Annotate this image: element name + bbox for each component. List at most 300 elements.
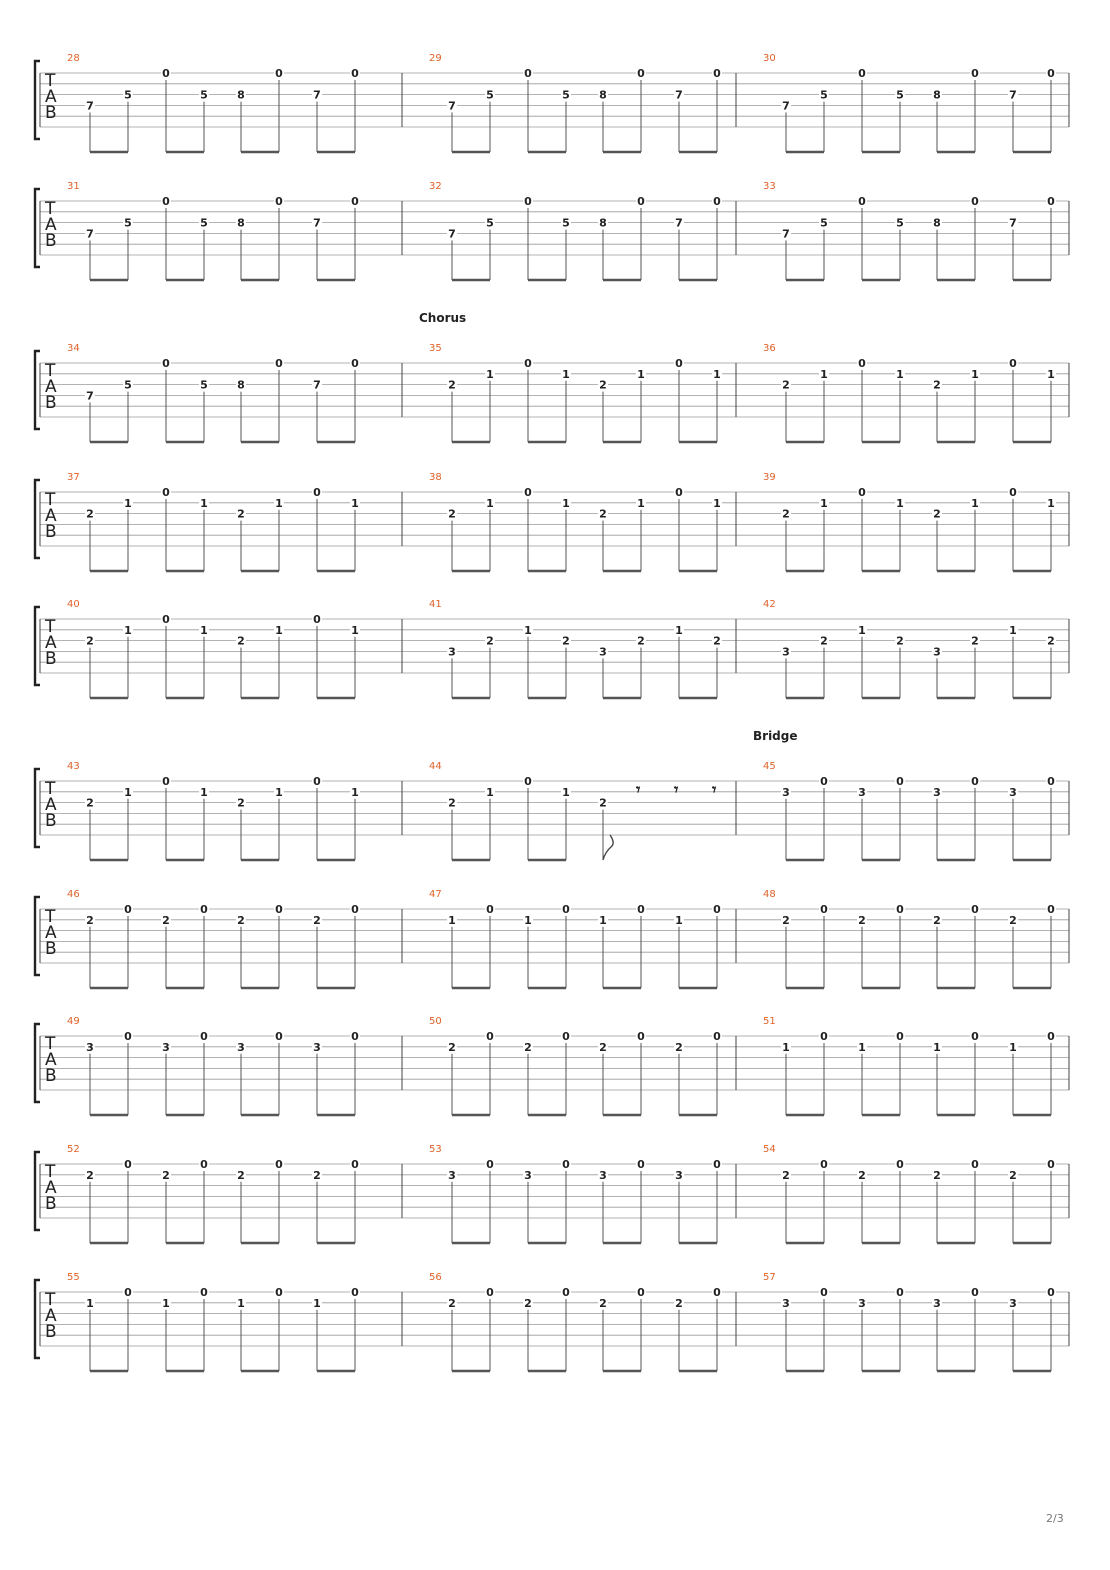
measure xyxy=(67,761,360,860)
fret-number: 2 xyxy=(713,634,721,648)
fret-number: 8 xyxy=(933,216,941,230)
fret-number: 7 xyxy=(448,99,456,113)
tab-clef-letter: B xyxy=(45,522,57,542)
fret-number: 0 xyxy=(896,1030,904,1043)
fret-number: 0 xyxy=(200,1030,208,1043)
fret-number: 3 xyxy=(599,1168,607,1182)
fret-number: 0 xyxy=(713,903,721,916)
fret-number: 0 xyxy=(124,1286,132,1299)
fret-number: 1 xyxy=(562,496,570,510)
fret-number: 1 xyxy=(675,913,683,927)
fret-number: 3 xyxy=(858,1296,866,1310)
tab-clef-letter: T xyxy=(45,907,56,927)
measure xyxy=(67,599,360,698)
measure xyxy=(429,889,722,988)
fret-number: 0 xyxy=(351,1158,359,1171)
fret-number: 7 xyxy=(313,88,321,102)
tab-clef-letter: B xyxy=(45,811,57,831)
system-bracket xyxy=(35,1024,40,1102)
fret-number: 7 xyxy=(1009,88,1017,102)
measure xyxy=(67,343,360,442)
fret-number: 3 xyxy=(237,1040,245,1054)
fret-number: 0 xyxy=(1047,775,1055,788)
fret-number: 1 xyxy=(637,367,645,381)
fret-number: 2 xyxy=(675,1040,683,1054)
fret-number: 0 xyxy=(713,1158,721,1171)
fret-number: 2 xyxy=(448,507,456,521)
fret-number: 5 xyxy=(200,88,208,102)
fret-number: 1 xyxy=(86,1296,94,1310)
fret-number: 5 xyxy=(124,216,132,230)
fret-number: 0 xyxy=(351,1286,359,1299)
fret-number: 0 xyxy=(275,1030,283,1043)
fret-number: 7 xyxy=(782,99,790,113)
measure xyxy=(67,889,360,988)
measure xyxy=(429,1016,722,1115)
fret-number: 0 xyxy=(896,1286,904,1299)
fret-number: 0 xyxy=(820,775,828,788)
fret-number: 7 xyxy=(675,216,683,230)
fret-number: 0 xyxy=(162,357,170,370)
fret-number: 1 xyxy=(524,623,532,637)
fret-number: 5 xyxy=(124,378,132,392)
fret-number: 0 xyxy=(971,903,979,916)
fret-number: 7 xyxy=(86,227,94,241)
eighth-rest: 𝄾 xyxy=(712,779,717,799)
fret-number: 0 xyxy=(162,195,170,208)
fret-number: 2 xyxy=(782,1168,790,1182)
fret-number: 5 xyxy=(820,88,828,102)
tab-clef-letter: B xyxy=(45,939,57,959)
tab-clef-letter: A xyxy=(45,87,57,107)
fret-number: 2 xyxy=(448,1296,456,1310)
fret-number: 0 xyxy=(524,486,532,499)
tab-clef-letter: T xyxy=(45,361,56,381)
fret-number: 0 xyxy=(820,1030,828,1043)
fret-number: 2 xyxy=(599,1296,607,1310)
fret-number: 2 xyxy=(524,1040,532,1054)
fret-number: 2 xyxy=(637,634,645,648)
fret-number: 2 xyxy=(313,1168,321,1182)
fret-number: 1 xyxy=(448,913,456,927)
tab-system xyxy=(35,53,1069,152)
tab-clef-letter: B xyxy=(45,1322,57,1342)
fret-number: 0 xyxy=(524,195,532,208)
fret-number: 0 xyxy=(162,613,170,626)
fret-number: 2 xyxy=(933,913,941,927)
fret-number: 7 xyxy=(675,88,683,102)
fret-number: 0 xyxy=(200,903,208,916)
measure xyxy=(429,53,722,152)
tab-clef-letter: A xyxy=(45,1050,57,1070)
fret-number: 0 xyxy=(162,775,170,788)
tab-system xyxy=(35,1272,1069,1371)
fret-number: 1 xyxy=(200,623,208,637)
measure xyxy=(429,761,717,860)
measure-number: 35 xyxy=(429,343,442,354)
measure xyxy=(67,1016,360,1115)
tab-clef-letter: A xyxy=(45,923,57,943)
eighth-rest: 𝄾 xyxy=(636,779,641,799)
fret-number: 0 xyxy=(675,486,683,499)
fret-number: 0 xyxy=(971,1158,979,1171)
measure xyxy=(763,53,1056,152)
fret-number: 2 xyxy=(86,634,94,648)
fret-number: 0 xyxy=(275,67,283,80)
measure-number: 57 xyxy=(763,1272,776,1283)
fret-number: 0 xyxy=(313,613,321,626)
measure-number: 52 xyxy=(67,1144,80,1155)
tab-system xyxy=(35,472,1069,571)
system-bracket xyxy=(35,351,40,429)
system-bracket xyxy=(35,897,40,975)
fret-number: 0 xyxy=(971,67,979,80)
fret-number: 0 xyxy=(275,1286,283,1299)
fret-number: 2 xyxy=(599,507,607,521)
tab-system xyxy=(35,889,1069,988)
fret-number: 0 xyxy=(637,903,645,916)
fret-number: 1 xyxy=(562,785,570,799)
fret-number: 1 xyxy=(820,496,828,510)
measure xyxy=(429,599,722,698)
fret-number: 0 xyxy=(275,195,283,208)
fret-number: 3 xyxy=(782,1296,790,1310)
fret-number: 2 xyxy=(782,913,790,927)
fret-number: 1 xyxy=(599,913,607,927)
tab-clef-letter: T xyxy=(45,779,56,799)
fret-number: 0 xyxy=(275,1158,283,1171)
fret-number: 3 xyxy=(933,1296,941,1310)
page-number: 2/3 xyxy=(1046,1512,1064,1525)
fret-number: 7 xyxy=(782,227,790,241)
fret-number: 0 xyxy=(637,1286,645,1299)
fret-number: 1 xyxy=(637,496,645,510)
fret-number: 0 xyxy=(351,903,359,916)
fret-number: 3 xyxy=(675,1168,683,1182)
system-bracket xyxy=(35,480,40,558)
fret-number: 1 xyxy=(200,785,208,799)
fret-number: 2 xyxy=(162,913,170,927)
fret-number: 1 xyxy=(237,1296,245,1310)
fret-number: 7 xyxy=(313,378,321,392)
fret-number: 0 xyxy=(562,1286,570,1299)
measure xyxy=(429,1144,722,1243)
fret-number: 0 xyxy=(858,67,866,80)
tab-clef-letter: A xyxy=(45,215,57,235)
fret-number: 2 xyxy=(933,507,941,521)
fret-number: 0 xyxy=(275,357,283,370)
fret-number: 0 xyxy=(637,1030,645,1043)
tab-clef-letter: T xyxy=(45,71,56,91)
fret-number: 0 xyxy=(524,357,532,370)
fret-number: 1 xyxy=(486,367,494,381)
measure-number: 54 xyxy=(763,1144,776,1155)
section-label: Chorus xyxy=(419,311,467,325)
measure-number: 34 xyxy=(67,343,80,354)
fret-number: 0 xyxy=(896,1158,904,1171)
measure-number: 40 xyxy=(67,599,80,610)
fret-number: 1 xyxy=(313,1296,321,1310)
tab-clef-letter: B xyxy=(45,231,57,251)
fret-number: 0 xyxy=(858,486,866,499)
tab-system xyxy=(35,599,1069,698)
fret-number: 2 xyxy=(1009,913,1017,927)
fret-number: 1 xyxy=(1047,496,1055,510)
fret-number: 3 xyxy=(933,645,941,659)
measure-number: 29 xyxy=(429,53,442,64)
fret-number: 1 xyxy=(162,1296,170,1310)
system-bracket xyxy=(35,61,40,139)
fret-number: 2 xyxy=(782,378,790,392)
fret-number: 3 xyxy=(524,1168,532,1182)
fret-number: 7 xyxy=(86,99,94,113)
measure-number: 46 xyxy=(67,889,80,900)
fret-number: 1 xyxy=(1047,367,1055,381)
fret-number: 1 xyxy=(486,785,494,799)
measure-number: 44 xyxy=(429,761,442,772)
fret-number: 0 xyxy=(313,775,321,788)
tab-clef-letter: A xyxy=(45,795,57,815)
tab-clef-letter: A xyxy=(45,1306,57,1326)
measure xyxy=(67,53,360,152)
measure xyxy=(763,889,1056,988)
fret-number: 1 xyxy=(933,1040,941,1054)
fret-number: 3 xyxy=(448,1168,456,1182)
fret-number: 3 xyxy=(313,1040,321,1054)
measure xyxy=(67,1144,360,1243)
fret-number: 2 xyxy=(237,507,245,521)
measure-number: 38 xyxy=(429,472,442,483)
measure xyxy=(67,181,360,280)
fret-number: 0 xyxy=(486,1286,494,1299)
fret-number: 1 xyxy=(896,496,904,510)
fret-number: 1 xyxy=(675,623,683,637)
fret-number: 3 xyxy=(1009,1296,1017,1310)
fret-number: 0 xyxy=(1047,67,1055,80)
fret-number: 7 xyxy=(313,216,321,230)
measure xyxy=(429,1272,722,1371)
fret-number: 8 xyxy=(237,88,245,102)
fret-number: 2 xyxy=(313,913,321,927)
fret-number: 0 xyxy=(200,1158,208,1171)
fret-number: 3 xyxy=(162,1040,170,1054)
fret-number: 0 xyxy=(1047,195,1055,208)
measure-number: 39 xyxy=(763,472,776,483)
fret-number: 0 xyxy=(896,775,904,788)
tab-clef-letter: A xyxy=(45,633,57,653)
measure xyxy=(763,343,1056,442)
fret-number: 8 xyxy=(237,378,245,392)
fret-number: 0 xyxy=(562,903,570,916)
fret-number: 2 xyxy=(86,796,94,810)
fret-number: 0 xyxy=(713,195,721,208)
fret-number: 0 xyxy=(820,903,828,916)
fret-number: 2 xyxy=(933,378,941,392)
tab-clef-letter: T xyxy=(45,1034,56,1054)
tab-clef-letter: T xyxy=(45,1290,56,1310)
fret-number: 3 xyxy=(782,645,790,659)
fret-number: 0 xyxy=(971,1286,979,1299)
fret-number: 1 xyxy=(124,623,132,637)
fret-number: 3 xyxy=(448,645,456,659)
fret-number: 0 xyxy=(1009,486,1017,499)
fret-number: 0 xyxy=(351,1030,359,1043)
fret-number: 5 xyxy=(486,216,494,230)
fret-number: 2 xyxy=(1047,634,1055,648)
fret-number: 3 xyxy=(599,645,607,659)
tab-system xyxy=(35,1016,1069,1115)
fret-number: 0 xyxy=(351,195,359,208)
fret-number: 2 xyxy=(599,1040,607,1054)
fret-number: 0 xyxy=(1047,1030,1055,1043)
fret-number: 1 xyxy=(971,496,979,510)
fret-number: 2 xyxy=(896,634,904,648)
tab-clef-letter: A xyxy=(45,1178,57,1198)
fret-number: 0 xyxy=(275,903,283,916)
fret-number: 0 xyxy=(637,67,645,80)
tab-clef-letter: B xyxy=(45,103,57,123)
fret-number: 5 xyxy=(200,378,208,392)
measure xyxy=(67,472,360,571)
fret-number: 1 xyxy=(713,496,721,510)
fret-number: 1 xyxy=(351,785,359,799)
fret-number: 2 xyxy=(599,796,607,810)
eighth-rest: 𝄾 xyxy=(674,779,679,799)
measure-number: 36 xyxy=(763,343,776,354)
fret-number: 0 xyxy=(637,1158,645,1171)
fret-number: 7 xyxy=(448,227,456,241)
fret-number: 2 xyxy=(486,634,494,648)
measure-number: 41 xyxy=(429,599,442,610)
tab-system xyxy=(35,1144,1069,1243)
fret-number: 7 xyxy=(86,389,94,403)
fret-number: 0 xyxy=(200,1286,208,1299)
fret-number: 8 xyxy=(237,216,245,230)
tab-clef-letter: T xyxy=(45,490,56,510)
fret-number: 0 xyxy=(971,195,979,208)
tab-clef-letter: T xyxy=(45,1162,56,1182)
fret-number: 2 xyxy=(782,507,790,521)
fret-number: 3 xyxy=(933,785,941,799)
measure-number: 48 xyxy=(763,889,776,900)
fret-number: 8 xyxy=(933,88,941,102)
fret-number: 2 xyxy=(86,1168,94,1182)
fret-number: 0 xyxy=(858,357,866,370)
fret-number: 1 xyxy=(820,367,828,381)
tab-clef-letter: B xyxy=(45,1066,57,1086)
fret-number: 2 xyxy=(858,1168,866,1182)
fret-number: 0 xyxy=(713,1030,721,1043)
measure xyxy=(763,1144,1056,1243)
fret-number: 0 xyxy=(820,1158,828,1171)
system-bracket xyxy=(35,1152,40,1230)
measure xyxy=(753,729,1056,860)
fret-number: 1 xyxy=(275,623,283,637)
fret-number: 0 xyxy=(486,903,494,916)
fret-number: 0 xyxy=(1047,903,1055,916)
fret-number: 0 xyxy=(562,1158,570,1171)
fret-number: 0 xyxy=(1009,357,1017,370)
fret-number: 0 xyxy=(1047,1158,1055,1171)
fret-number: 0 xyxy=(124,1158,132,1171)
measure-number: 55 xyxy=(67,1272,80,1283)
fret-number: 0 xyxy=(713,1286,721,1299)
tab-clef-letter: B xyxy=(45,649,57,669)
measure-number: 51 xyxy=(763,1016,776,1027)
fret-number: 0 xyxy=(486,1030,494,1043)
fret-number: 5 xyxy=(896,216,904,230)
fret-number: 2 xyxy=(448,1040,456,1054)
section-label: Bridge xyxy=(753,729,798,743)
measure xyxy=(419,311,722,442)
fret-number: 3 xyxy=(782,785,790,799)
fret-number: 0 xyxy=(162,67,170,80)
fret-number: 1 xyxy=(782,1040,790,1054)
measure-number: 42 xyxy=(763,599,776,610)
fret-number: 5 xyxy=(562,88,570,102)
fret-number: 2 xyxy=(971,634,979,648)
fret-number: 2 xyxy=(237,634,245,648)
measure xyxy=(429,472,722,571)
fret-number: 2 xyxy=(562,634,570,648)
fret-number: 0 xyxy=(1047,1286,1055,1299)
fret-number: 0 xyxy=(524,67,532,80)
measure xyxy=(763,599,1056,698)
fret-number: 0 xyxy=(675,357,683,370)
fret-number: 0 xyxy=(351,357,359,370)
eighth-flag xyxy=(603,835,613,860)
fret-number: 1 xyxy=(124,785,132,799)
fret-number: 0 xyxy=(486,1158,494,1171)
fret-number: 5 xyxy=(124,88,132,102)
fret-number: 8 xyxy=(599,216,607,230)
fret-number: 3 xyxy=(858,785,866,799)
system-bracket xyxy=(35,607,40,685)
fret-number: 1 xyxy=(858,623,866,637)
fret-number: 1 xyxy=(713,367,721,381)
fret-number: 2 xyxy=(820,634,828,648)
measure-number: 56 xyxy=(429,1272,442,1283)
fret-number: 1 xyxy=(275,496,283,510)
measure-number: 49 xyxy=(67,1016,80,1027)
fret-number: 2 xyxy=(524,1296,532,1310)
fret-number: 1 xyxy=(1009,623,1017,637)
tab-clef-letter: B xyxy=(45,393,57,413)
measure-number: 43 xyxy=(67,761,80,772)
system-bracket xyxy=(35,1280,40,1358)
fret-number: 3 xyxy=(1009,785,1017,799)
fret-number: 0 xyxy=(820,1286,828,1299)
fret-number: 5 xyxy=(200,216,208,230)
measure-number: 37 xyxy=(67,472,80,483)
fret-number: 1 xyxy=(124,496,132,510)
measure xyxy=(763,1272,1056,1371)
measure-number: 28 xyxy=(67,53,80,64)
fret-number: 1 xyxy=(562,367,570,381)
fret-number: 2 xyxy=(162,1168,170,1182)
fret-number: 5 xyxy=(896,88,904,102)
fret-number: 0 xyxy=(971,775,979,788)
measure xyxy=(429,181,722,280)
fret-number: 2 xyxy=(933,1168,941,1182)
fret-number: 0 xyxy=(162,486,170,499)
tab-system xyxy=(35,729,1069,860)
fret-number: 5 xyxy=(820,216,828,230)
measure-number: 45 xyxy=(763,761,776,772)
measure-number: 50 xyxy=(429,1016,442,1027)
fret-number: 1 xyxy=(1009,1040,1017,1054)
fret-number: 2 xyxy=(599,378,607,392)
